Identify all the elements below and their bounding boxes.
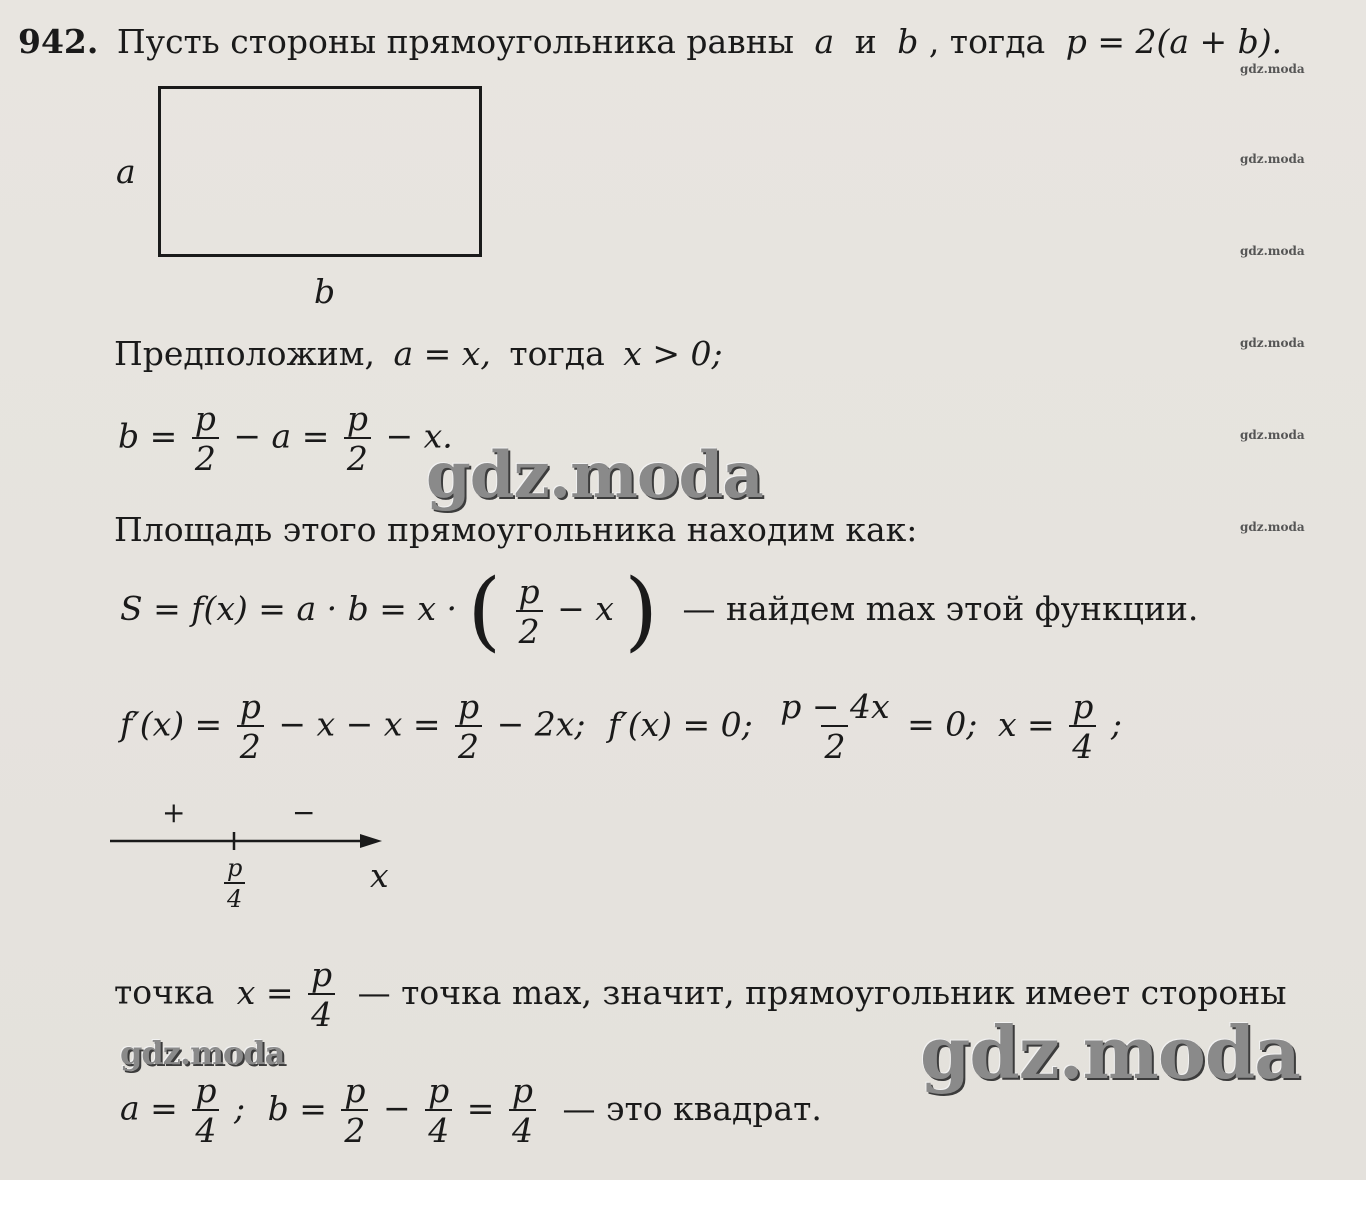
numline-x-label: x — [370, 856, 389, 895]
frac-num: p — [346, 399, 368, 438]
frac-num: p — [428, 1071, 450, 1110]
numline-point-label — [220, 856, 249, 911]
deriv-mid2: − 2x; — [496, 704, 586, 744]
frac-den: 2 — [821, 725, 848, 763]
watermark-small: gdz.moda — [1240, 336, 1305, 350]
fraction-p-over-4 — [425, 1071, 452, 1150]
assume-text: Предположим, — [114, 334, 375, 373]
fraction-deriv — [777, 687, 892, 766]
frac-den: 2 — [344, 437, 371, 475]
b-formula — [118, 399, 453, 478]
frac-num: p — [344, 1071, 366, 1110]
b-mid: − a = — [233, 416, 330, 456]
rectangle-figure — [158, 86, 482, 257]
frac-num: p — [227, 854, 243, 882]
side-a-label: a — [116, 152, 136, 191]
deriv-mid: − x − x = — [278, 704, 441, 744]
final-a: a = — [120, 1088, 178, 1128]
problem-number: 942. — [18, 22, 99, 61]
final-eq: = — [466, 1088, 495, 1128]
final-b: b = — [267, 1088, 327, 1128]
plus-sign: + — [162, 796, 186, 829]
assume-eq: a = x, — [393, 334, 491, 373]
frac-den: 4 — [192, 1109, 219, 1147]
conclusion-2: — точка max, значит, прямоугольник имеет стороны — [357, 972, 1287, 1012]
frac-num: p — [518, 571, 540, 611]
fraction-p-over-4 — [509, 1071, 536, 1150]
watermark-small: gdz.moda — [1240, 244, 1305, 258]
fraction-p-over-2 — [455, 687, 482, 766]
frac-den: 4 — [224, 882, 245, 911]
final-semicolon: ; — [233, 1088, 246, 1128]
s-comment: — найдем max этой функции. — [682, 589, 1199, 628]
watermark-medium: gdz.moda — [120, 1034, 285, 1072]
frac-den: 4 — [425, 1109, 452, 1147]
s-inner-end: − x — [557, 589, 614, 628]
area-text: Площадь этого прямоугольника находим как: — [114, 510, 918, 549]
assume-then: тогда — [509, 334, 605, 373]
assume-cond: x > 0; — [623, 334, 723, 373]
watermark-small: gdz.moda — [1240, 152, 1305, 166]
watermark-small: gdz.moda — [1240, 520, 1305, 534]
fraction-p-over-2 — [192, 399, 219, 478]
frac-num: p − 4x — [780, 687, 890, 726]
var-b: b — [897, 22, 919, 61]
fraction-p-over-2 — [516, 571, 543, 651]
b-lhs: b = — [118, 416, 178, 456]
number-line — [110, 828, 400, 854]
fraction-p-over-4 — [1069, 687, 1096, 766]
deriv-semicolon: ; — [1110, 704, 1122, 744]
b-end: − x. — [385, 416, 453, 456]
s-formula — [120, 561, 1199, 661]
frac-den: 2 — [192, 437, 219, 475]
deriv-zero: f′(x) = 0; — [607, 704, 753, 744]
frac-den: 4 — [308, 993, 335, 1031]
watermark-large: gdz.moda — [920, 1010, 1300, 1095]
statement-then: , тогда — [928, 22, 1046, 61]
frac-den: 2 — [341, 1109, 368, 1147]
frac-den: 4 — [509, 1109, 536, 1147]
fraction-p-over-4 — [308, 955, 335, 1034]
fraction-p-over-4 — [192, 1071, 219, 1150]
frac-num: p — [311, 955, 333, 994]
fraction-p-over-2 — [237, 687, 264, 766]
deriv-x: x = — [997, 704, 1055, 744]
frac-den: 4 — [1069, 725, 1096, 763]
conclusion-1: точка — [114, 972, 215, 1012]
derivative-line — [120, 687, 1122, 766]
frac-num: p — [239, 687, 261, 726]
side-b-label: b — [314, 272, 336, 311]
frac-num: p — [511, 1071, 534, 1110]
left-paren: ( — [467, 561, 501, 661]
assume-line — [114, 334, 723, 373]
final-text: — это квадрат. — [562, 1088, 822, 1128]
problem-statement — [18, 22, 1282, 61]
watermark-large: gdz.moda — [426, 438, 763, 513]
frac-den: 2 — [237, 725, 264, 763]
frac-num: p — [195, 1071, 217, 1110]
frac-num: p — [1072, 687, 1094, 726]
final-minus: − — [382, 1088, 411, 1128]
statement-text: Пусть стороны прямоугольника равны — [116, 22, 795, 61]
watermark-small: gdz.moda — [1240, 62, 1305, 76]
deriv-eq0: = 0; — [907, 704, 978, 744]
watermark-small: gdz.moda — [1240, 428, 1305, 442]
fraction-p-over-2 — [344, 399, 371, 478]
deriv-lhs: f′(x) = — [120, 704, 223, 744]
final-line — [120, 1071, 822, 1150]
var-a: a — [814, 22, 835, 61]
s-lhs: S = f(x) = a · b = x · — [120, 589, 457, 628]
perimeter-formula: p = 2(a + b). — [1065, 22, 1283, 61]
minus-sign: − — [292, 796, 316, 829]
conclusion-x: x = — [236, 972, 294, 1012]
and-word: и — [854, 22, 877, 61]
frac-num: p — [457, 687, 480, 726]
fraction-p-over-4 — [224, 856, 245, 911]
frac-den: 2 — [516, 610, 543, 648]
frac-num: p — [194, 399, 216, 438]
right-paren: ) — [624, 561, 658, 661]
bottom-margin — [0, 1180, 1366, 1215]
fraction-p-over-2 — [341, 1071, 368, 1150]
frac-den: 2 — [455, 725, 482, 763]
